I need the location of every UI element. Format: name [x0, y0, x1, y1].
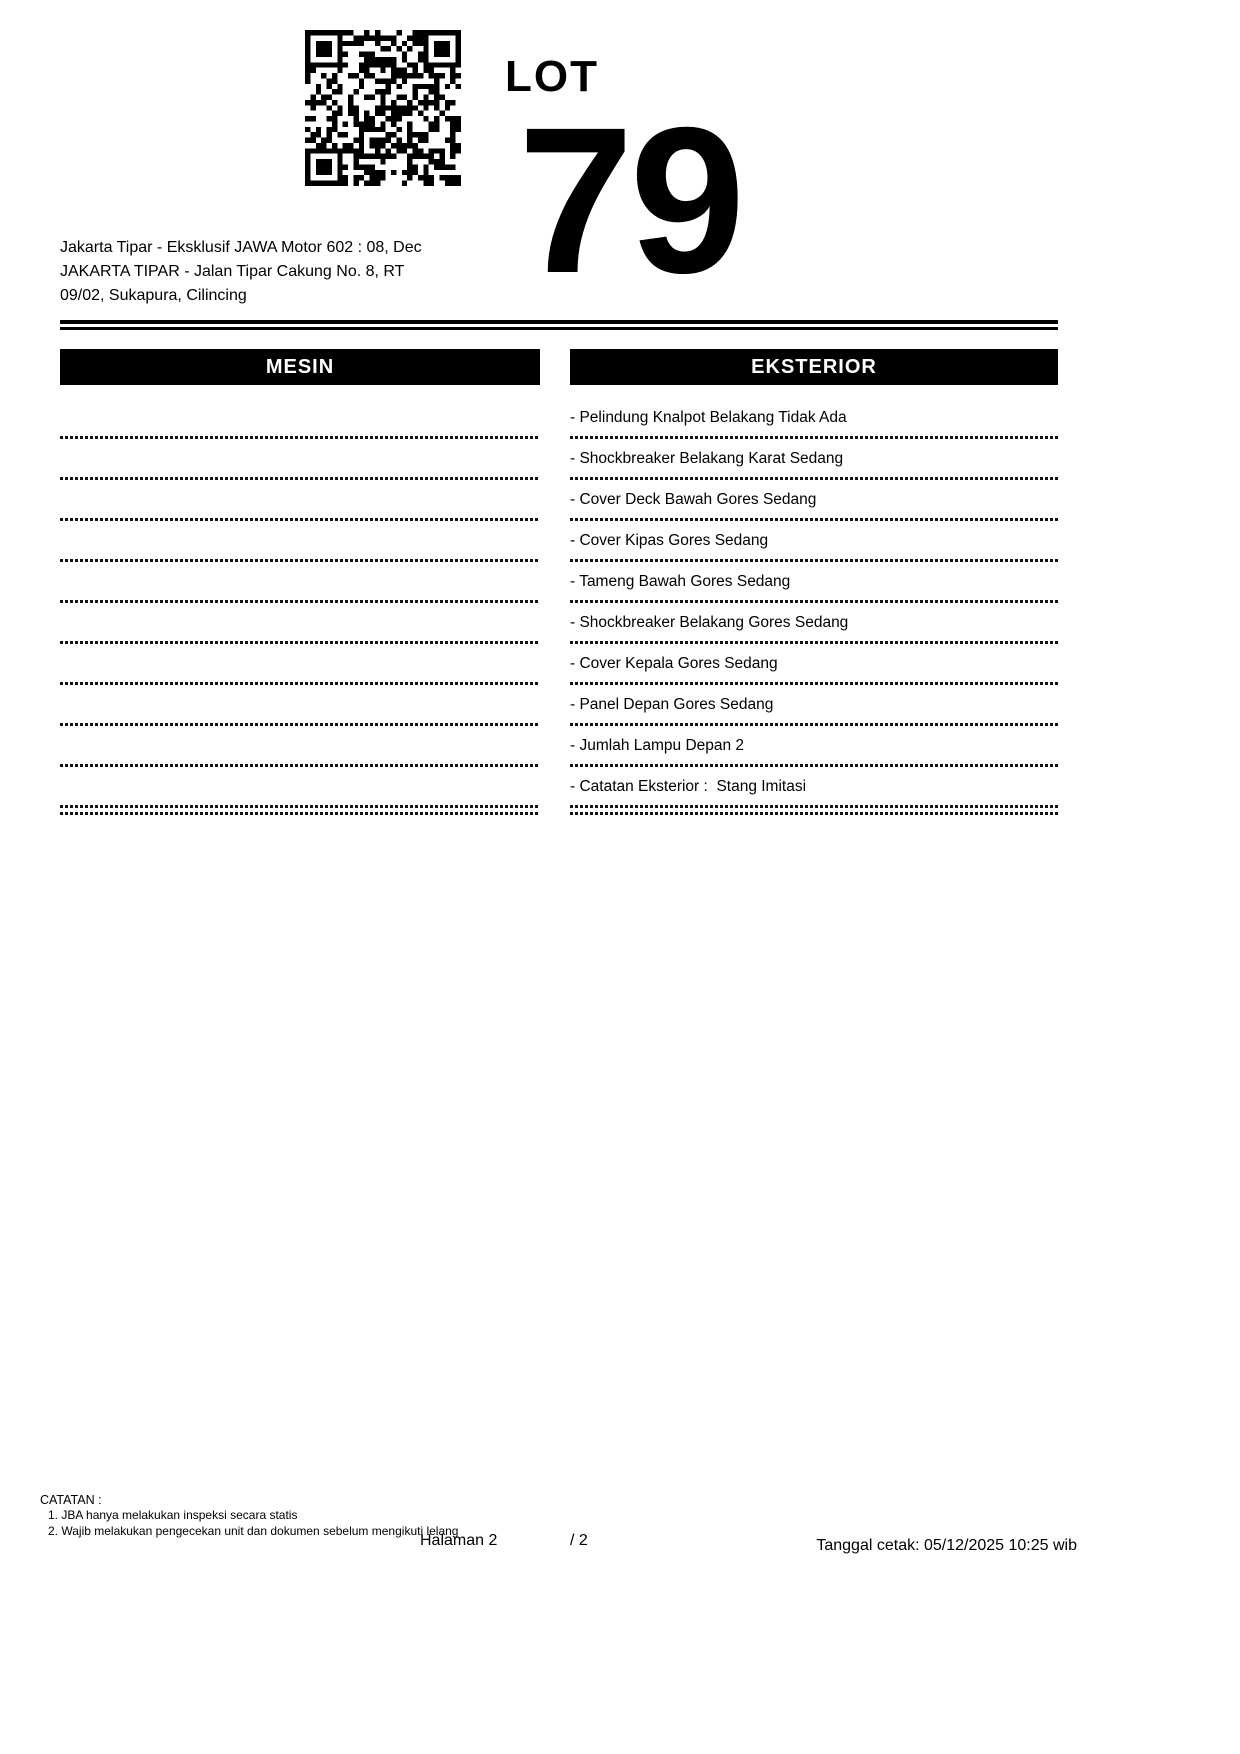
catatan-block — [40, 1493, 458, 1539]
inspection-row — [60, 439, 1058, 480]
inspection-row — [60, 603, 1058, 644]
eksterior-item: - Cover Kepala Gores Sedang — [570, 644, 1058, 685]
eksterior-item: - Pelindung Knalpot Belakang Tidak Ada — [570, 398, 1058, 439]
inspection-row — [60, 644, 1058, 685]
print-date: Tanggal cetak: 05/12/2025 10:25 wib — [816, 1537, 1077, 1554]
auction-location-line: JAKARTA TIPAR - Jalan Tipar Cakung No. 8, RT — [60, 263, 405, 280]
section-headers — [60, 349, 1058, 385]
qr-code-icon — [305, 30, 461, 186]
footer-page-label: Halaman 2 — [420, 1532, 498, 1549]
auction-location-line: 09/02, Sukapura, Cilincing — [60, 287, 247, 304]
inspection-row — [60, 480, 1058, 521]
eksterior-item: - Cover Deck Bawah Gores Sedang — [570, 480, 1058, 521]
auction-location-line: Jakarta Tipar - Eksklusif JAWA Motor 602 : 08, Dec — [60, 239, 422, 256]
mesin-item — [60, 603, 540, 644]
mesin-item — [60, 685, 540, 726]
inspection-row — [60, 521, 1058, 562]
eksterior-item: - Panel Depan Gores Sedang — [570, 685, 1058, 726]
divider-bar — [60, 320, 1058, 324]
mesin-item — [60, 767, 540, 815]
mesin-item — [60, 521, 540, 562]
inspection-rows — [60, 398, 1058, 815]
eksterior-item: - Shockbreaker Belakang Karat Sedang — [570, 439, 1058, 480]
mesin-item — [60, 480, 540, 521]
catatan-note: 1. JBA hanya melakukan inspeksi secara statis — [48, 1508, 298, 1522]
inspection-row — [60, 562, 1058, 603]
eksterior-item: - Tameng Bawah Gores Sedang — [570, 562, 1058, 603]
inspection-row — [60, 726, 1058, 767]
section-header-eksterior: EKSTERIOR — [570, 349, 1058, 385]
inspection-row — [60, 398, 1058, 439]
lot-number: 79 — [518, 85, 742, 317]
mesin-item — [60, 726, 540, 767]
mesin-item — [60, 439, 540, 480]
eksterior-item: - Jumlah Lampu Depan 2 — [570, 726, 1058, 767]
catatan-note: 2. Wajib melakukan pengecekan unit dan dokumen sebelum mengikuti lelang — [48, 1524, 459, 1538]
mesin-item — [60, 644, 540, 685]
lot-label: LOT — [505, 52, 599, 101]
inspection-row — [60, 685, 1058, 726]
inspection-row — [60, 767, 1058, 815]
footer-page-total: / 2 — [570, 1532, 588, 1549]
section-header-mesin: MESIN — [60, 349, 540, 385]
header-divider — [60, 320, 1058, 330]
divider-bar — [60, 327, 1058, 330]
catatan-title: CATATAN : — [40, 1493, 102, 1507]
eksterior-item: - Catatan Eksterior : Stang Imitasi — [570, 767, 1058, 815]
auction-location-block — [60, 236, 520, 308]
eksterior-item: - Cover Kipas Gores Sedang — [570, 521, 1058, 562]
mesin-item — [60, 398, 540, 439]
eksterior-item: - Shockbreaker Belakang Gores Sedang — [570, 603, 1058, 644]
mesin-item — [60, 562, 540, 603]
